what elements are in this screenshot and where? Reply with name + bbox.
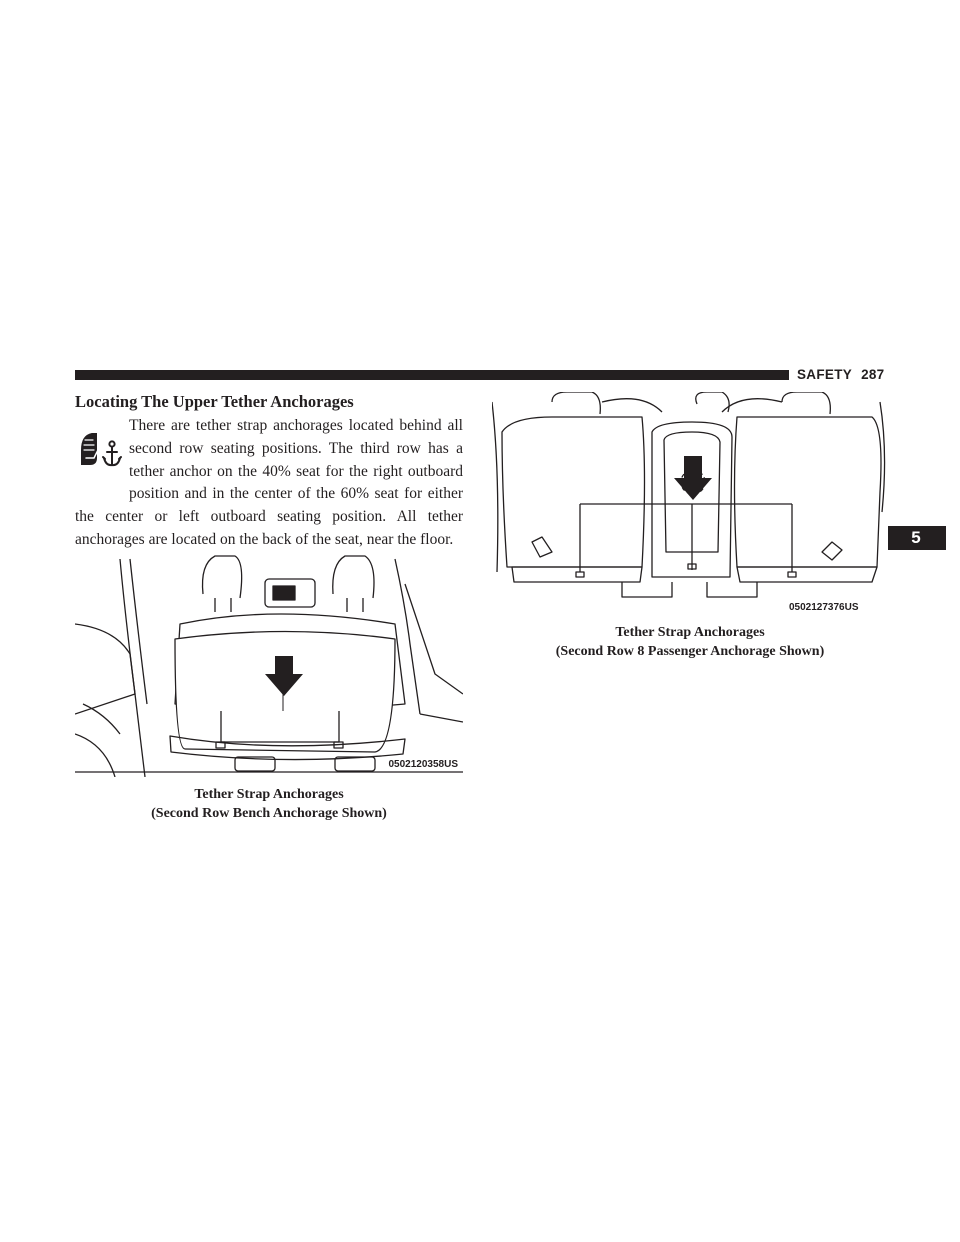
caption-line-1: Tether Strap Anchorages (615, 625, 765, 640)
figure-caption-bench (75, 785, 463, 823)
caption-line-2: (Second Row 8 Passenger Anchorage Shown) (555, 644, 825, 659)
figure-caption-8-passenger (492, 623, 888, 661)
body-paragraph-text: There are tether strap anchorages located behind all second row seating positions. The third row has a tether anchor on the 40% seat for the right outboard position and in the center of the 60% seat for either the center or left outboard seating position. All tether anchorages are located on the back of the seat, near the floor. (75, 417, 463, 548)
chapter-tab[interactable]: 5 (886, 526, 946, 550)
eight-passenger-seat-illustration (492, 392, 888, 616)
page-number: 287 (861, 367, 885, 382)
figure-8-passenger-anchorage (492, 392, 888, 616)
body-paragraph (75, 415, 463, 552)
figure-bench-anchorage (75, 554, 463, 777)
figure-code: 0502120358US (388, 759, 458, 770)
caption-line-1: Tether Strap Anchorages (194, 787, 344, 802)
section-heading: Locating The Upper Tether Anchorages (75, 392, 354, 411)
header-rule (75, 370, 789, 380)
running-header (797, 366, 885, 384)
bench-seat-illustration (75, 554, 463, 777)
child-seat-tether-anchor-icon (76, 428, 124, 470)
header-section: SAFETY (797, 367, 853, 382)
caption-line-2: (Second Row Bench Anchorage Shown) (151, 806, 387, 821)
figure-code: 0502127376US (789, 602, 859, 613)
